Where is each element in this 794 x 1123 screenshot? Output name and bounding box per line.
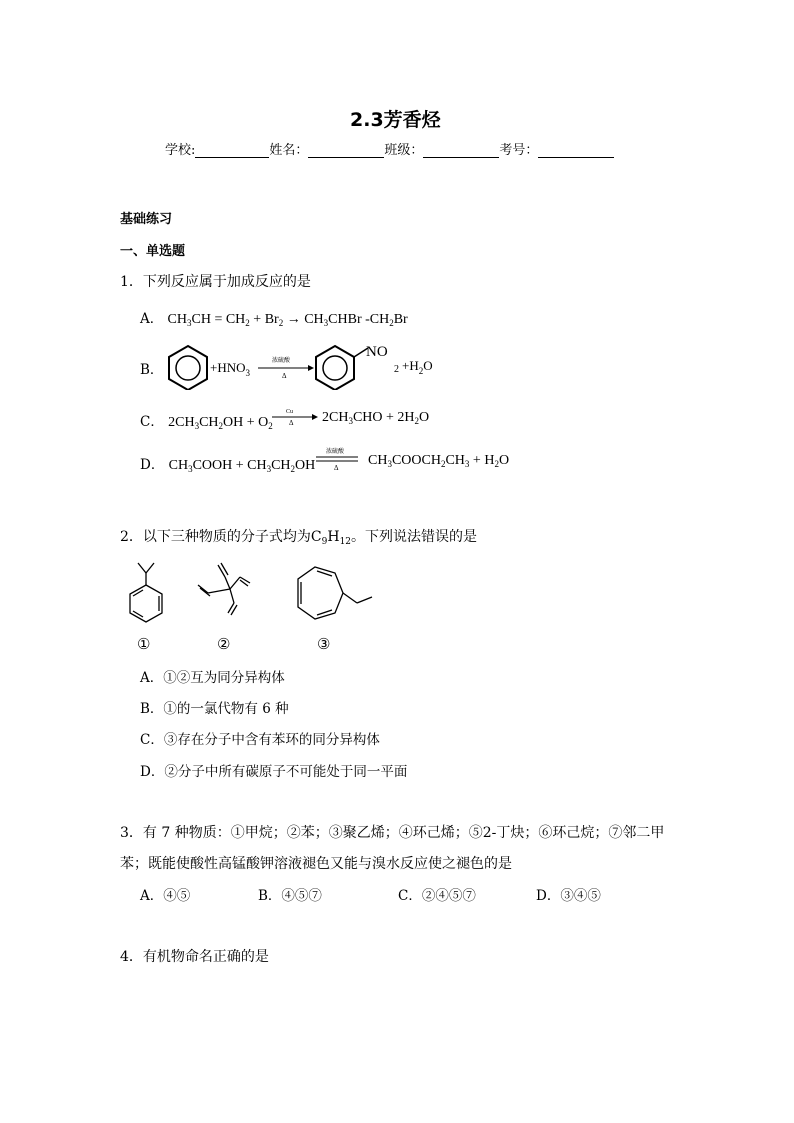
q2-stem: 2．以下三种物质的分子式均为$C_9H_{12}$。下列说法错误的是 <box>120 529 478 547</box>
svg-text:Δ: Δ <box>334 464 339 472</box>
q1-stem: 1．下列反应属于加成反应的是 <box>120 274 311 290</box>
q3-stem-line1: 3．有 7 种物质：①甲烷；②苯；③聚乙烯；④环己烯；⑤2-丁炔；⑥环己烷；⑦邻二甲 <box>120 825 665 841</box>
svg-text:浓硫酸: 浓硫酸 <box>326 449 345 455</box>
q1-b-label: B． <box>140 362 164 378</box>
class-blank[interactable] <box>423 143 499 158</box>
page-title: 2.3芳香烃 <box>350 109 441 131</box>
structure-label-2: ② <box>217 637 231 653</box>
q3-option-a[interactable]: A．④⑤ <box>140 888 191 904</box>
q1-a-label: A． <box>140 311 164 327</box>
school-blank[interactable] <box>195 143 269 158</box>
q3-option-d[interactable]: D．③④⑤ <box>536 888 601 904</box>
number-blank[interactable] <box>538 143 614 158</box>
branched-triene-structure-icon <box>198 563 250 615</box>
number-label: 考号： <box>499 143 539 158</box>
q3-option-b[interactable]: B．④⑤⑦ <box>258 888 322 904</box>
q1-d-label: D． <box>140 457 165 473</box>
q1-c-arrow <box>270 406 320 426</box>
q1-option-a[interactable] <box>140 307 408 328</box>
q1-c-equation-left: $2CH_3CH_2OH + O_2$ <box>168 415 273 431</box>
b-plus-hno3: $+HNO_3$ <box>210 360 250 378</box>
no2-group: NO <box>366 344 388 360</box>
q2-option-d[interactable]: D．②分子中所有碳原子不可能处于同一平面 <box>140 764 408 780</box>
structure-label-3: ③ <box>317 637 331 653</box>
q1-option-c[interactable] <box>140 410 273 431</box>
name-blank[interactable] <box>308 143 384 158</box>
structure-label-1: ① <box>137 637 151 653</box>
benzene-ring-icon <box>169 346 207 390</box>
q1-d-reversible-arrow <box>312 446 364 472</box>
q3-option-c[interactable]: C．②④⑤⑦ <box>398 888 476 904</box>
q2-option-a[interactable]: A．①②互为同分异构体 <box>140 670 285 686</box>
q1-d-equation-left: $CH_3COOH + CH_3CH_2OH$ <box>168 458 316 474</box>
q2-option-c[interactable]: C．③存在分子中含有苯环的同分异构体 <box>140 732 380 748</box>
q2-option-b[interactable]: B．①的一氯代物有 6 种 <box>140 701 289 717</box>
q4-stem: 4．有机物命名正确的是 <box>120 949 269 965</box>
school-label: 学校: <box>165 143 196 158</box>
q1-a-equation: $CH_3CH = CH_2 + Br_2$ → $CH_3CHBr$ $-CH_2Br$ <box>167 312 408 328</box>
svg-text:Cu: Cu <box>286 409 294 415</box>
arrow-heat-b: Δ <box>282 372 287 380</box>
nitrobenzene-ring-icon <box>316 346 368 390</box>
svg-text:Δ: Δ <box>289 419 294 426</box>
section-heading: 基础练习 <box>120 212 173 227</box>
q1-option-d[interactable] <box>140 453 315 474</box>
q1-c-equation-right: $2CH_3CHO + 2H_2O$ <box>322 410 430 426</box>
b-water: $+H_2O$ <box>402 358 433 376</box>
no2-subscript: 2 <box>394 364 399 375</box>
class-label: 班级： <box>384 143 424 158</box>
name-label: 姓名： <box>269 143 309 158</box>
q1-b-reaction-diagram <box>160 340 460 390</box>
q2-structures-diagram <box>110 555 380 655</box>
q3-stem-line2: 苯；既能使酸性高锰酸钾溶液褪色又能与溴水反应使之褪色的是 <box>120 856 512 872</box>
cumene-structure-icon <box>130 563 162 622</box>
ethyl-cycloheptatriene-structure-icon <box>298 567 372 619</box>
q1-c-label: C． <box>140 414 164 430</box>
student-info-line <box>165 139 614 158</box>
subsection-heading: 一、单选题 <box>120 244 186 259</box>
q1-d-equation-right: $CH_3COOCH_2CH_3 + H_2O$ <box>368 453 510 469</box>
arrow-cond-b: 浓硫酸 <box>272 358 291 364</box>
